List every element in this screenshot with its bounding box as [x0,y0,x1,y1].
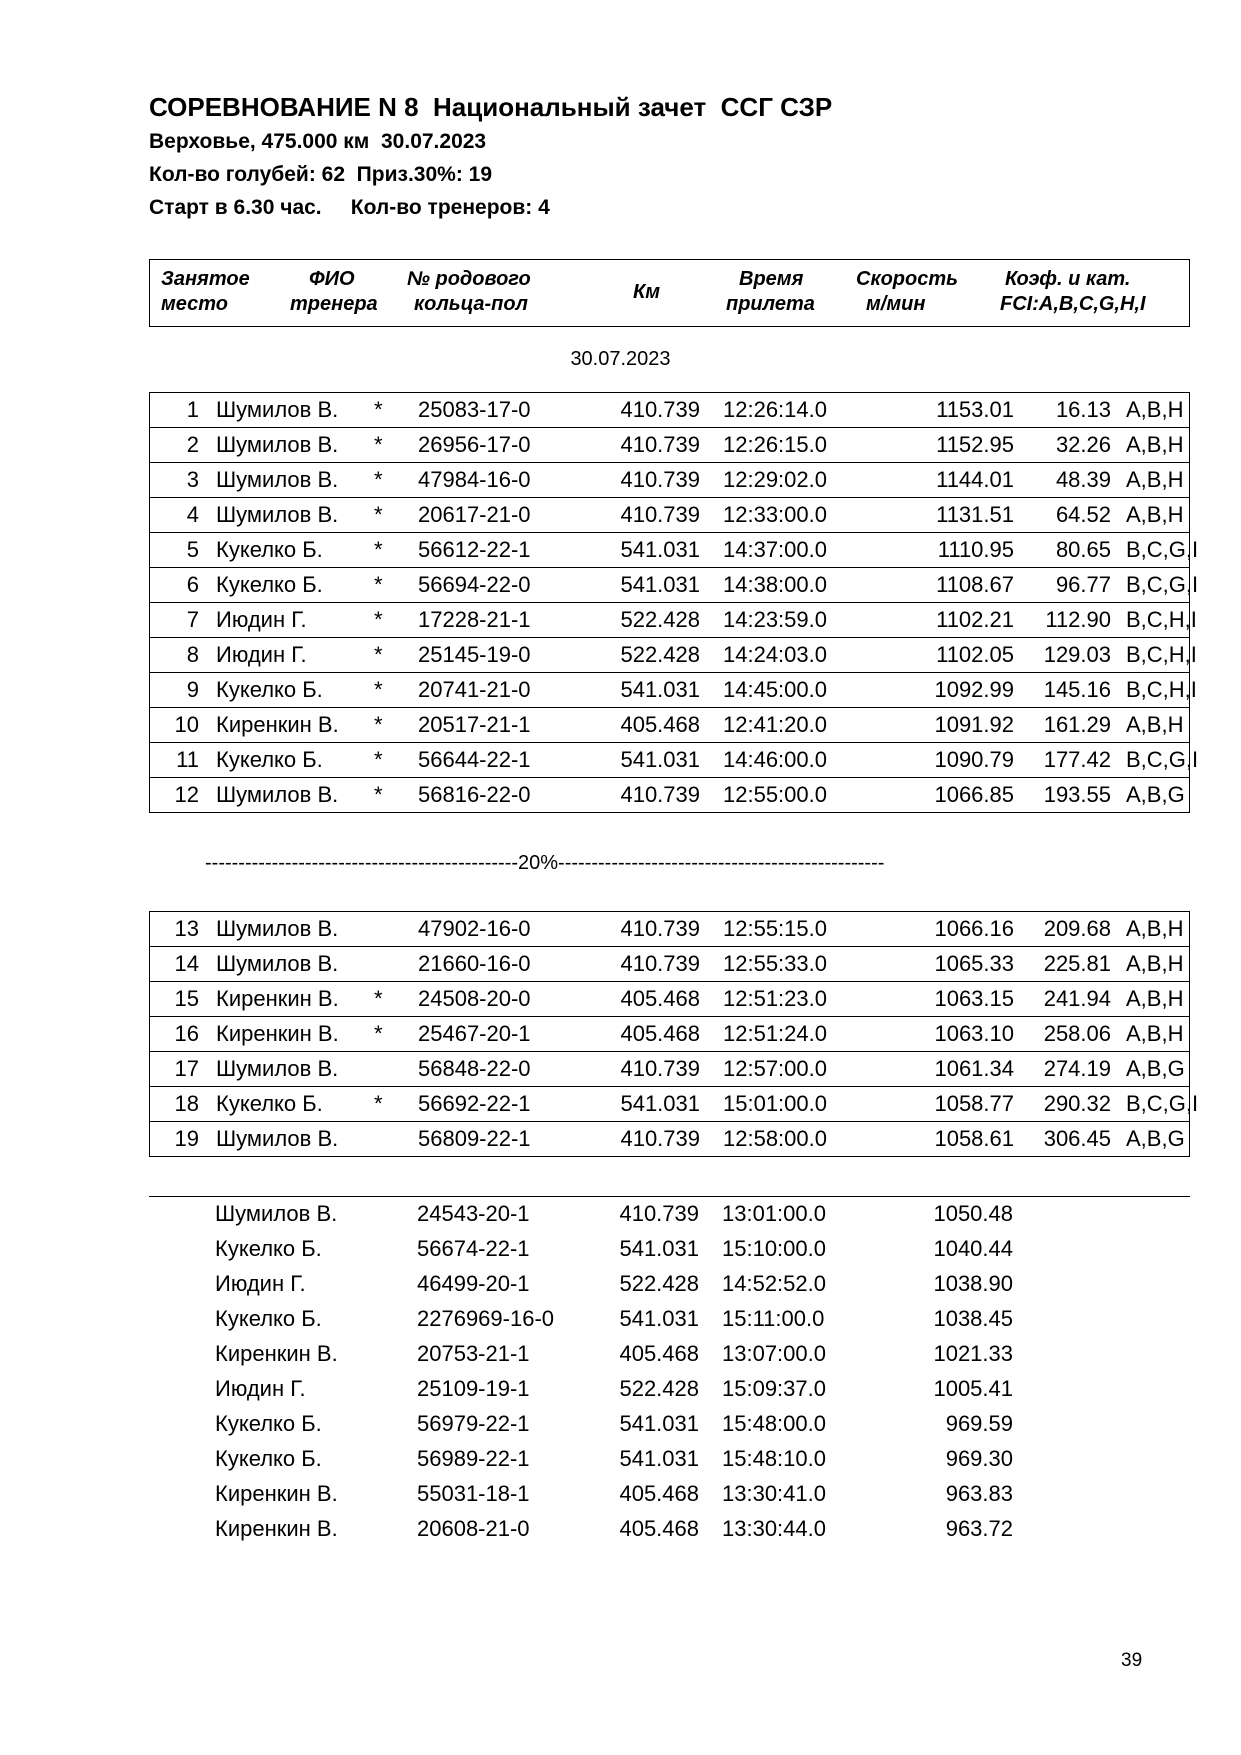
star-mark: * [374,432,383,457]
speed-cell: 1108.67 [936,572,1014,597]
place-cell: 11 [176,747,199,772]
table-row [149,1337,1190,1372]
arrival-time-cell: 14:45:00.0 [723,677,827,702]
col-ring-label: № родового [407,268,531,290]
place-cell: 16 [174,1021,199,1046]
speed-cell: 1063.10 [934,1021,1014,1046]
category-cell: A,B,G [1126,782,1185,807]
race-date: 30.07.2023 [570,348,671,370]
coefficient-cell: 161.29 [1043,712,1111,737]
table-row [150,532,1199,567]
speed-cell: 1058.61 [934,1126,1014,1151]
trainer-name-cell: Кукелко Б. [216,572,323,597]
distance-cell: 410.739 [620,951,700,976]
arrival-time-cell: 15:10:00.0 [722,1236,826,1261]
distance-cell: 405.468 [620,986,700,1011]
arrival-time-cell: 12:26:14.0 [723,397,827,422]
table-row [150,946,1189,981]
category-cell: A,B,H [1126,467,1184,492]
table-row [150,981,1189,1016]
star-mark: * [374,467,383,492]
coefficient-cell: 32.26 [1055,432,1111,457]
trainer-name-cell: Шумилов В. [215,1201,338,1226]
distance-cell: 410.739 [620,916,700,941]
distance-cell: 541.031 [620,677,700,702]
distance-cell: 410.739 [620,397,700,422]
ring-number-cell: 56989-22-1 [417,1446,530,1471]
distance-cell: 410.739 [620,1126,700,1151]
distance-cell: 410.739 [620,467,700,492]
trainer-name-cell: Шумилов В. [216,1056,339,1081]
arrival-time-cell: 12:57:00.0 [723,1056,827,1081]
table-row [150,777,1189,812]
table-row [149,1232,1190,1267]
coefficient-cell: 274.19 [1043,1056,1111,1081]
speed-cell: 1050.48 [933,1201,1013,1226]
trainer-name-cell: Киренкин В. [215,1341,338,1366]
col-coef-label: Коэф. и кат. [1005,268,1131,290]
table-row [149,1197,1190,1232]
col-place-label: Занятое [161,268,250,290]
category-cell: B,C,G,I [1126,747,1199,772]
arrival-time-cell: 12:51:23.0 [723,986,827,1011]
speed-cell: 1153.01 [936,397,1014,422]
ring-number-cell: 56809-22-1 [418,1126,531,1151]
arrival-time-cell: 12:55:00.0 [723,782,827,807]
speed-cell: 1131.51 [936,502,1014,527]
distance-cell: 405.468 [619,1481,699,1506]
arrival-time-cell: 13:01:00.0 [722,1201,826,1226]
table-row [150,462,1189,497]
trainer-name-cell: Июдин Г. [215,1271,306,1296]
place-cell: 10 [174,712,199,737]
results-table-non-prize [149,1197,1190,1547]
ring-number-cell: 20517-21-1 [418,712,531,737]
distance-cell: 541.031 [620,572,700,597]
star-mark: * [374,712,383,737]
coefficient-cell: 306.45 [1043,1126,1111,1151]
trainer-name-cell: Кукелко Б. [216,677,323,702]
distance-cell: 541.031 [619,1446,699,1471]
star-mark: * [374,782,383,807]
ring-number-cell: 2276969-16-0 [417,1306,555,1331]
arrival-time-cell: 15:48:00.0 [722,1411,826,1436]
distance-cell: 541.031 [620,747,700,772]
table-row [150,567,1199,602]
percent-separator: -----------------------------------------------20%------------------------------------------------- [205,852,885,874]
speed-cell: 1144.01 [936,467,1014,492]
speed-cell: 1090.79 [934,747,1014,772]
star-mark: * [374,1021,383,1046]
category-cell: B,C,G,I [1126,537,1199,562]
arrival-time-cell: 12:29:02.0 [723,467,827,492]
place-cell: 17 [174,1056,199,1081]
category-cell: A,B,G [1126,1056,1185,1081]
trainer-name-cell: Кукелко Б. [215,1236,322,1261]
coefficient-cell: 112.90 [1045,607,1111,632]
ring-number-cell: 56848-22-0 [418,1056,531,1081]
place-cell: 5 [186,537,199,562]
table-row [150,707,1189,742]
place-cell: 8 [186,642,199,667]
place-cell: 1 [186,397,199,422]
distance-cell: 405.468 [619,1341,699,1366]
trainer-name-cell: Шумилов В. [216,467,339,492]
ring-number-cell: 56674-22-1 [417,1236,530,1261]
speed-cell: 1061.34 [934,1056,1014,1081]
star-mark: * [374,502,383,527]
col-place-label-2: место [161,293,229,315]
arrival-time-cell: 12:55:33.0 [723,951,827,976]
star-mark: * [374,607,383,632]
start-info: Старт в 6.30 час. Кол-во тренеров: 4 [149,196,550,219]
speed-cell: 1092.99 [934,677,1014,702]
category-cell: A,B,H [1126,502,1184,527]
arrival-time-cell: 12:58:00.0 [723,1126,827,1151]
trainer-name-cell: Июдин Г. [216,607,307,632]
speed-cell: 1038.90 [933,1271,1013,1296]
speed-cell: 1038.45 [933,1306,1013,1331]
trainer-name-cell: Киренкин В. [215,1481,338,1506]
col-speed-label: Скорость [856,268,959,290]
distance-cell: 541.031 [619,1236,699,1261]
distance-cell: 410.739 [620,502,700,527]
category-cell: A,B,H [1126,951,1184,976]
place-cell: 7 [186,607,199,632]
distance-cell: 541.031 [620,1091,700,1116]
trainer-name-cell: Шумилов В. [216,432,339,457]
place-cell: 4 [186,502,199,527]
table-row [150,637,1197,672]
col-ring-label-2: кольца-пол [414,293,528,315]
category-cell: B,C,G,I [1126,1091,1199,1116]
distance-cell: 405.468 [619,1516,699,1541]
coefficient-cell: 209.68 [1043,916,1111,941]
arrival-time-cell: 12:41:20.0 [723,712,827,737]
coefficient-cell: 64.52 [1055,502,1111,527]
trainer-name-cell: Шумилов В. [216,916,339,941]
ring-number-cell: 56816-22-0 [418,782,531,807]
page-title: СОРЕВНОВАНИЕ N 8 Национальный зачет ССГ СЗР [149,92,833,122]
star-mark: * [374,986,383,1011]
table-row [150,1086,1199,1121]
trainer-name-cell: Кукелко Б. [215,1411,322,1436]
arrival-time-cell: 14:24:03.0 [723,642,827,667]
col-coef-label-2: FCI:A,B,C,G,H,I [1000,293,1146,315]
category-cell: A,B,H [1126,1021,1184,1046]
table-row [149,1442,1190,1477]
ring-number-cell: 24543-20-1 [417,1201,530,1226]
ring-number-cell: 56694-22-0 [418,572,531,597]
page-number: 39 [1121,1650,1143,1671]
table-row [150,1051,1189,1086]
table-row [150,742,1199,777]
speed-cell: 1021.33 [933,1341,1013,1366]
trainer-name-cell: Кукелко Б. [216,747,323,772]
ring-number-cell: 47984-16-0 [418,467,531,492]
arrival-time-cell: 13:30:41.0 [722,1481,826,1506]
trainer-name-cell: Кукелко Б. [215,1446,322,1471]
coefficient-cell: 290.32 [1043,1091,1111,1116]
speed-cell: 969.59 [945,1411,1013,1436]
place-cell: 13 [174,916,199,941]
distance-cell: 522.428 [619,1376,699,1401]
arrival-time-cell: 12:51:24.0 [723,1021,827,1046]
coefficient-cell: 225.81 [1043,951,1111,976]
ring-number-cell: 24508-20-0 [418,986,531,1011]
place-cell: 6 [186,572,199,597]
category-cell: B,C,H,I [1126,607,1197,632]
arrival-time-cell: 15:09:37.0 [722,1376,826,1401]
coefficient-cell: 241.94 [1043,986,1111,1011]
distance-cell: 410.739 [620,1056,700,1081]
star-mark: * [374,572,383,597]
speed-cell: 1102.21 [936,607,1014,632]
distance-cell: 410.739 [620,782,700,807]
speed-cell: 1152.95 [936,432,1014,457]
pigeon-count: Кол-во голубей: 62 Приз.30%: 19 [149,163,493,186]
speed-cell: 963.83 [945,1481,1013,1506]
trainer-name-cell: Кукелко Б. [216,537,323,562]
ring-number-cell: 56692-22-1 [418,1091,531,1116]
arrival-time-cell: 14:37:00.0 [723,537,827,562]
ring-number-cell: 20608-21-0 [417,1516,530,1541]
speed-cell: 1063.15 [934,986,1014,1011]
arrival-time-cell: 15:01:00.0 [723,1091,827,1116]
trainer-name-cell: Кукелко Б. [216,1091,323,1116]
results-table-top [149,392,1199,813]
speed-cell: 1110.95 [937,537,1014,562]
distance-cell: 522.428 [619,1271,699,1296]
ring-number-cell: 26956-17-0 [418,432,531,457]
category-cell: A,B,H [1126,986,1184,1011]
ring-number-cell: 55031-18-1 [417,1481,530,1506]
ring-number-cell: 25109-19-1 [417,1376,530,1401]
arrival-time-cell: 14:52:52.0 [722,1271,826,1296]
trainer-name-cell: Шумилов В. [216,782,339,807]
speed-cell: 963.72 [945,1516,1013,1541]
ring-number-cell: 46499-20-1 [417,1271,530,1296]
col-name-label: ФИО [309,268,355,290]
arrival-time-cell: 14:46:00.0 [723,747,827,772]
speed-cell: 1066.16 [934,916,1014,941]
table-row [149,1267,1190,1302]
ring-number-cell: 25145-19-0 [418,642,531,667]
table-row [150,497,1189,532]
place-cell: 9 [186,677,199,702]
ring-number-cell: 56612-22-1 [418,537,531,562]
coefficient-cell: 16.13 [1055,397,1111,422]
table-row [149,1477,1190,1512]
distance-cell: 522.428 [620,642,700,667]
category-cell: A,B,G [1126,1126,1185,1151]
ring-number-cell: 21660-16-0 [418,951,531,976]
col-time-label: Время [739,268,804,290]
table-row [149,1407,1190,1442]
speed-cell: 1066.85 [934,782,1014,807]
trainer-name-cell: Киренкин В. [216,986,339,1011]
table-row [150,602,1197,637]
arrival-time-cell: 15:11:00.0 [722,1306,825,1331]
arrival-time-cell: 12:26:15.0 [723,432,827,457]
trainer-name-cell: Шумилов В. [216,1126,339,1151]
trainer-name-cell: Июдин Г. [215,1376,306,1401]
distance-cell: 541.031 [620,537,700,562]
category-cell: A,B,H [1126,432,1184,457]
place-cell: 18 [174,1091,199,1116]
ring-number-cell: 20753-21-1 [417,1341,530,1366]
distance-cell: 405.468 [620,712,700,737]
trainer-name-cell: Шумилов В. [216,397,339,422]
distance-cell: 410.739 [620,432,700,457]
arrival-time-cell: 14:23:59.0 [723,607,827,632]
place-cell: 19 [174,1126,199,1151]
coefficient-cell: 80.65 [1055,537,1111,562]
column-header [149,259,1190,327]
trainer-name-cell: Киренкин В. [215,1516,338,1541]
coefficient-cell: 48.39 [1055,467,1111,492]
star-mark: * [374,747,383,772]
coefficient-cell: 258.06 [1043,1021,1111,1046]
distance-cell: 410.739 [619,1201,699,1226]
category-cell: B,C,G,I [1126,572,1199,597]
col-name-label-2: тренера [290,293,378,315]
category-cell: B,C,H,I [1126,642,1197,667]
table-row [150,393,1189,427]
distance-cell: 541.031 [619,1306,699,1331]
trainer-name-cell: Киренкин В. [216,712,339,737]
coefficient-cell: 177.42 [1043,747,1111,772]
category-cell: B,C,H,I [1126,677,1197,702]
distance-cell: 522.428 [620,607,700,632]
star-mark: * [374,1091,383,1116]
table-row [149,1372,1190,1407]
category-cell: A,B,H [1126,712,1184,737]
ring-number-cell: 17228-21-1 [418,607,531,632]
star-mark: * [374,397,383,422]
place-cell: 14 [174,951,199,976]
speed-cell: 1102.05 [936,642,1014,667]
coefficient-cell: 129.03 [1043,642,1111,667]
ring-number-cell: 25467-20-1 [418,1021,531,1046]
table-row [150,912,1189,946]
place-cell: 15 [174,986,199,1011]
speed-cell: 1058.77 [934,1091,1014,1116]
ring-number-cell: 20617-21-0 [418,502,531,527]
category-cell: A,B,H [1126,916,1184,941]
star-mark: * [374,537,383,562]
trainer-name-cell: Шумилов В. [216,502,339,527]
ring-number-cell: 25083-17-0 [418,397,531,422]
place-cell: 2 [186,432,199,457]
star-mark: * [374,642,383,667]
race-location-date: Верховье, 475.000 км 30.07.2023 [149,130,487,153]
arrival-time-cell: 15:48:10.0 [722,1446,826,1471]
ring-number-cell: 56644-22-1 [418,747,531,772]
trainer-name-cell: Шумилов В. [216,951,339,976]
speed-cell: 1005.41 [933,1376,1013,1401]
trainer-name-cell: Июдин Г. [216,642,307,667]
table-row [150,1121,1189,1156]
table-row [150,672,1197,707]
place-cell: 12 [174,782,199,807]
ring-number-cell: 20741-21-0 [418,677,531,702]
col-km-label: Км [633,281,661,303]
results-table-prize [149,911,1199,1157]
coefficient-cell: 193.55 [1043,782,1111,807]
star-mark: * [374,677,383,702]
speed-cell: 1065.33 [934,951,1014,976]
trainer-name-cell: Киренкин В. [216,1021,339,1046]
trainer-name-cell: Кукелко Б. [215,1306,322,1331]
ring-number-cell: 56979-22-1 [417,1411,530,1436]
table-row [150,1016,1189,1051]
distance-cell: 541.031 [619,1411,699,1436]
speed-cell: 1091.92 [934,712,1014,737]
col-time-label-2: прилета [726,293,815,315]
arrival-time-cell: 14:38:00.0 [723,572,827,597]
ring-number-cell: 47902-16-0 [418,916,531,941]
distance-cell: 405.468 [620,1021,700,1046]
col-speed-label-2: м/мин [866,293,926,315]
category-cell: A,B,H [1126,397,1184,422]
arrival-time-cell: 13:30:44.0 [722,1516,826,1541]
arrival-time-cell: 13:07:00.0 [722,1341,826,1366]
table-row [150,427,1189,462]
coefficient-cell: 145.16 [1043,677,1111,702]
coefficient-cell: 96.77 [1055,572,1111,597]
place-cell: 3 [186,467,199,492]
table-row [149,1512,1190,1547]
table-row [149,1302,1190,1337]
speed-cell: 1040.44 [933,1236,1013,1261]
arrival-time-cell: 12:55:15.0 [723,916,827,941]
arrival-time-cell: 12:33:00.0 [723,502,827,527]
speed-cell: 969.30 [945,1446,1013,1471]
